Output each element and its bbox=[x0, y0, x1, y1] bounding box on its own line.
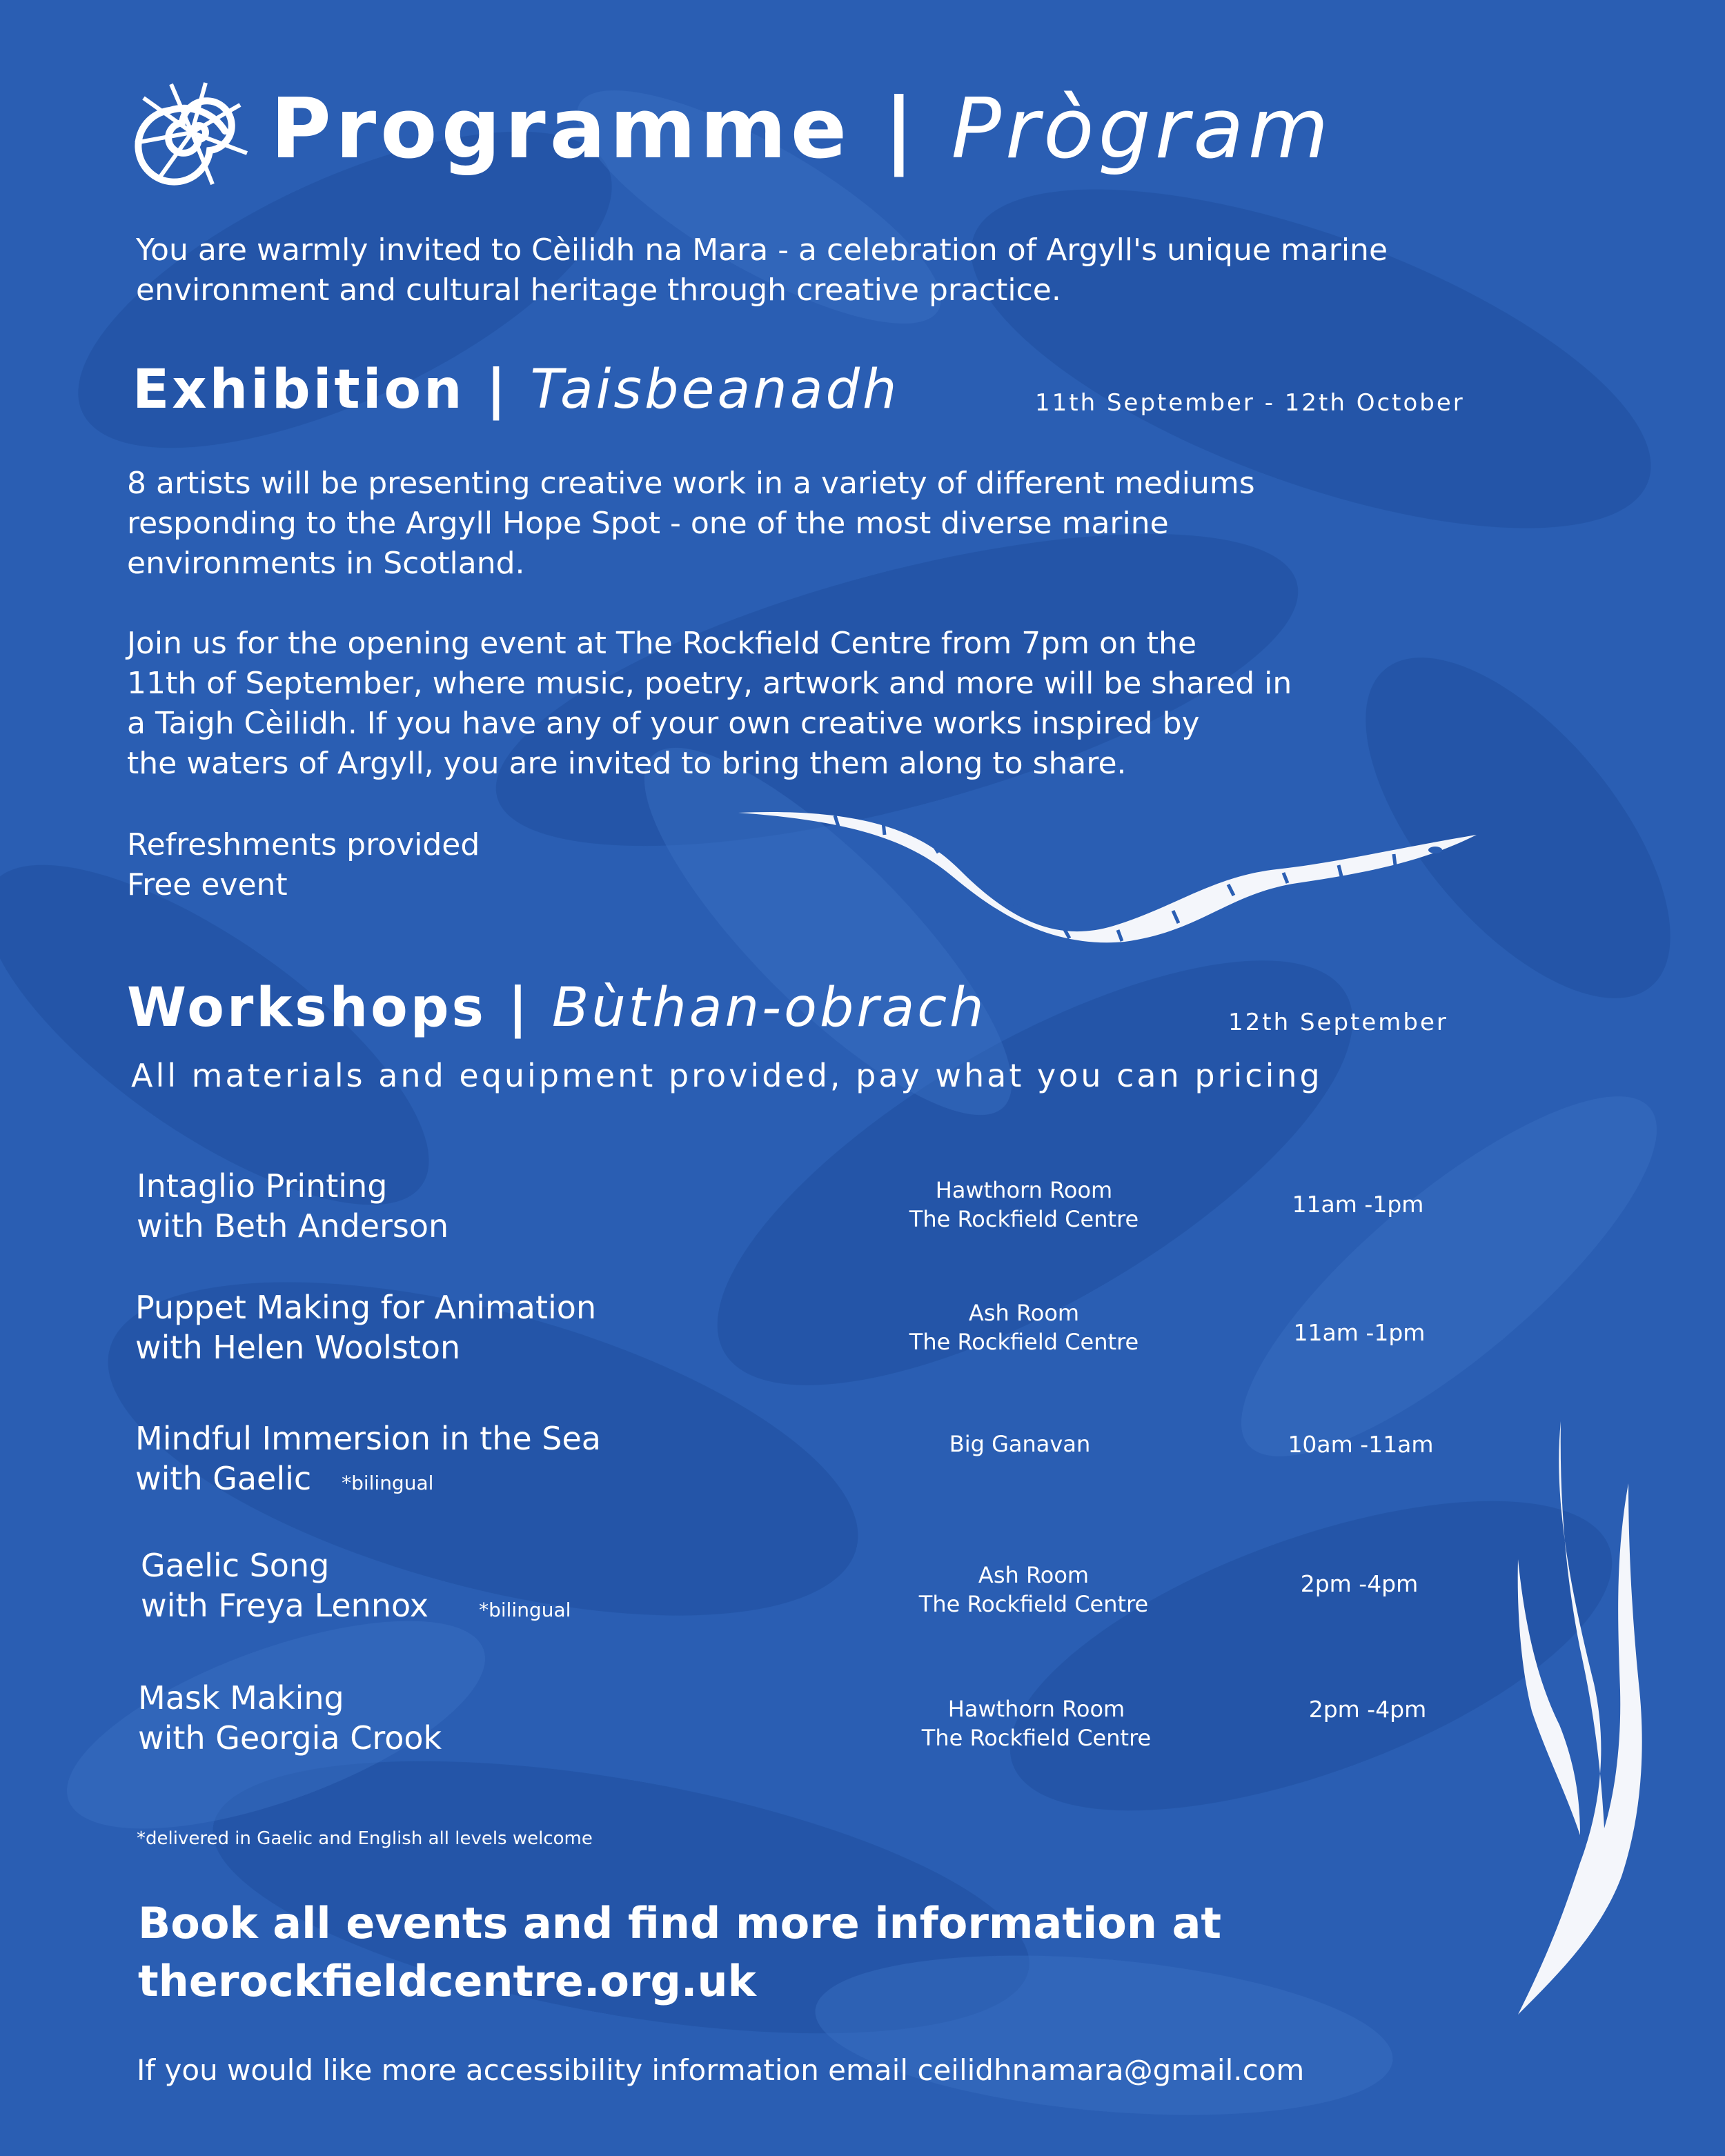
workshops-heading: Workshops | Bùthan-obrach bbox=[127, 977, 987, 1039]
shell-icon bbox=[130, 77, 254, 188]
exhibition-dates: 11th September - 12th October bbox=[1035, 389, 1465, 417]
seaweed-illustration bbox=[1497, 1421, 1649, 2021]
workshops-date: 12th September bbox=[1228, 1009, 1448, 1036]
booking-line: Book all events and find more information at bbox=[138, 1898, 1222, 1948]
workshop-time: 10am -11am bbox=[1288, 1431, 1434, 1458]
booking-info bbox=[138, 1895, 1221, 2010]
workshop-location: Ash Room The Rockfield Centre bbox=[918, 1562, 1149, 1617]
exhibition-heading: Exhibition | Taisbeanadh bbox=[132, 359, 900, 421]
workshop-location: Hawthorn Room The Rockfield Centre bbox=[921, 1696, 1152, 1751]
workshops-subtitle: All materials and equipment provided, pay what you can pricing bbox=[131, 1057, 1323, 1094]
workshop-title: Mask Making with Georgia Crook bbox=[138, 1679, 442, 1757]
title-gaelic: Prògram bbox=[951, 81, 1333, 177]
workshop-title: Gaelic Song with Freya Lennox *bilingual bbox=[141, 1547, 571, 1624]
workshop-location: Ash Room The Rockfield Centre bbox=[909, 1300, 1139, 1355]
intro-line: You are warmly invited to Cèilidh na Mara - a celebration of Argyll's unique marine bbox=[136, 233, 1388, 268]
workshop-title: Mindful Immersion in the Sea with Gaelic *bilingual bbox=[135, 1420, 601, 1497]
title-separator: | bbox=[883, 81, 918, 177]
intro-text bbox=[136, 230, 1388, 310]
accessibility-info: If you would like more accessibility information email ceilidhnamara@gmail.com bbox=[137, 2053, 1305, 2087]
bilingual-badge: *bilingual bbox=[342, 1472, 434, 1494]
intro-line: environment and cultural heritage through creative practice. bbox=[136, 273, 1061, 308]
workshop-location: Hawthorn Room The Rockfield Centre bbox=[909, 1177, 1139, 1232]
workshop-time: 11am -1pm bbox=[1293, 1319, 1426, 1346]
free-event-note: Free event bbox=[127, 867, 288, 902]
exhibition-description: 8 artists will be presenting creative work in a variety of different mediums responding to the Argyll Hope Spot - one of the most diverse marine environments in Scotland. bbox=[127, 466, 1255, 581]
workshop-title: Puppet Making for Animation with Helen Woolston bbox=[135, 1289, 597, 1366]
eel-illustration bbox=[731, 807, 1483, 945]
event-info bbox=[127, 825, 480, 905]
workshop-time: 2pm -4pm bbox=[1308, 1696, 1427, 1723]
workshop-location: Big Ganavan bbox=[949, 1431, 1091, 1457]
refreshments-note: Refreshments provided bbox=[127, 827, 480, 862]
opening-event-text: Join us for the opening event at The Rockfield Centre from 7pm on the 11th of September, where music, poetry, artwork and more will be shared in a Taigh Cèilidh. If you have any of your own creative works inspired by the waters of Argyll, you are invited to bring them along to share. bbox=[127, 626, 1292, 781]
workshop-time: 11am -1pm bbox=[1292, 1191, 1424, 1218]
title-english: Programme bbox=[270, 81, 851, 177]
page-title bbox=[270, 81, 1333, 177]
booking-url[interactable]: therockfieldcentre.org.uk bbox=[138, 1956, 756, 2006]
workshop-title: Intaglio Printing with Beth Anderson bbox=[137, 1167, 449, 1245]
footnote: *delivered in Gaelic and English all levels welcome bbox=[137, 1828, 593, 1849]
workshop-time: 2pm -4pm bbox=[1300, 1570, 1419, 1597]
bilingual-badge: *bilingual bbox=[479, 1599, 571, 1621]
